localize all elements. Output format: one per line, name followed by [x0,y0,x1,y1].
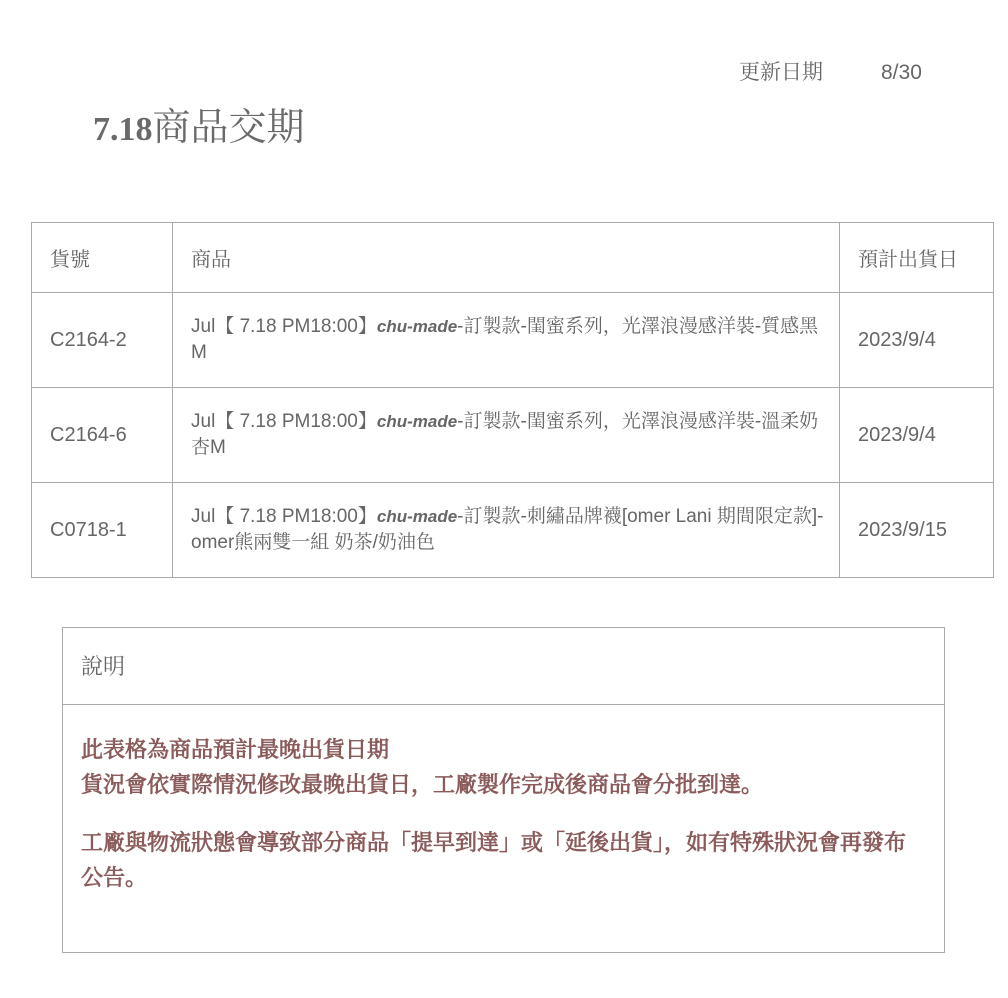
product-suffix: -訂製款-刺繡品牌襪[omer Lani 期間限定款]-omer熊兩雙一組 奶茶/奶油色 [191,506,824,553]
ship-date-cell: 2023/9/4 [840,293,994,388]
table-row [32,483,994,578]
ship-date-cell: 2023/9/15 [840,483,994,578]
notes-heading: 說明 [63,628,944,705]
product-suffix: -訂製款-閨蜜系列，光澤浪漫感洋裝-質感黑M [191,316,819,363]
column-header-ship-date: 預計出貨日 [840,223,994,293]
update-label: 更新日期 [739,61,823,84]
page-title [93,96,305,151]
page-title-text: 商品交期 [152,107,305,149]
sku-cell: C2164-6 [32,388,173,483]
ship-date-cell: 2023/9/4 [840,388,994,483]
product-brand: chu-made [376,507,458,526]
page-title-number: 7.18 [93,111,153,148]
update-date: 8/30 [881,61,922,84]
product-cell [173,388,840,483]
column-header-product: 商品 [173,223,840,293]
column-header-sku: 貨號 [32,223,173,293]
product-brand: chu-made [376,317,458,336]
update-info [739,56,922,86]
notes-box [62,627,945,953]
notes-line: 工廠與物流狀態會導致部分商品「提早到達」或「延後出貨」，如有特殊狀況會再發布公告。 [81,830,907,890]
notes-line: 貨況會依實際情況修改最晚出貨日，工廠製作完成後商品會分批到達。 [81,772,764,797]
product-prefix: Jul【 7.18 PM18:00】 [191,316,377,337]
table-row [32,388,994,483]
notes-line: 此表格為商品預計最晚出貨日期 [81,737,390,762]
product-prefix: Jul【 7.18 PM18:00】 [191,506,377,527]
sku-cell: C0718-1 [32,483,173,578]
product-brand: chu-made [376,412,458,431]
table-header-row [32,223,994,293]
product-cell [173,293,840,388]
table-row [32,293,994,388]
product-prefix: Jul【 7.18 PM18:00】 [191,411,377,432]
product-cell [173,483,840,578]
notes-body [63,705,944,895]
sku-cell: C2164-2 [32,293,173,388]
delivery-table [31,222,994,578]
product-suffix: -訂製款-閨蜜系列，光澤浪漫感洋裝-溫柔奶杏M [191,411,819,458]
